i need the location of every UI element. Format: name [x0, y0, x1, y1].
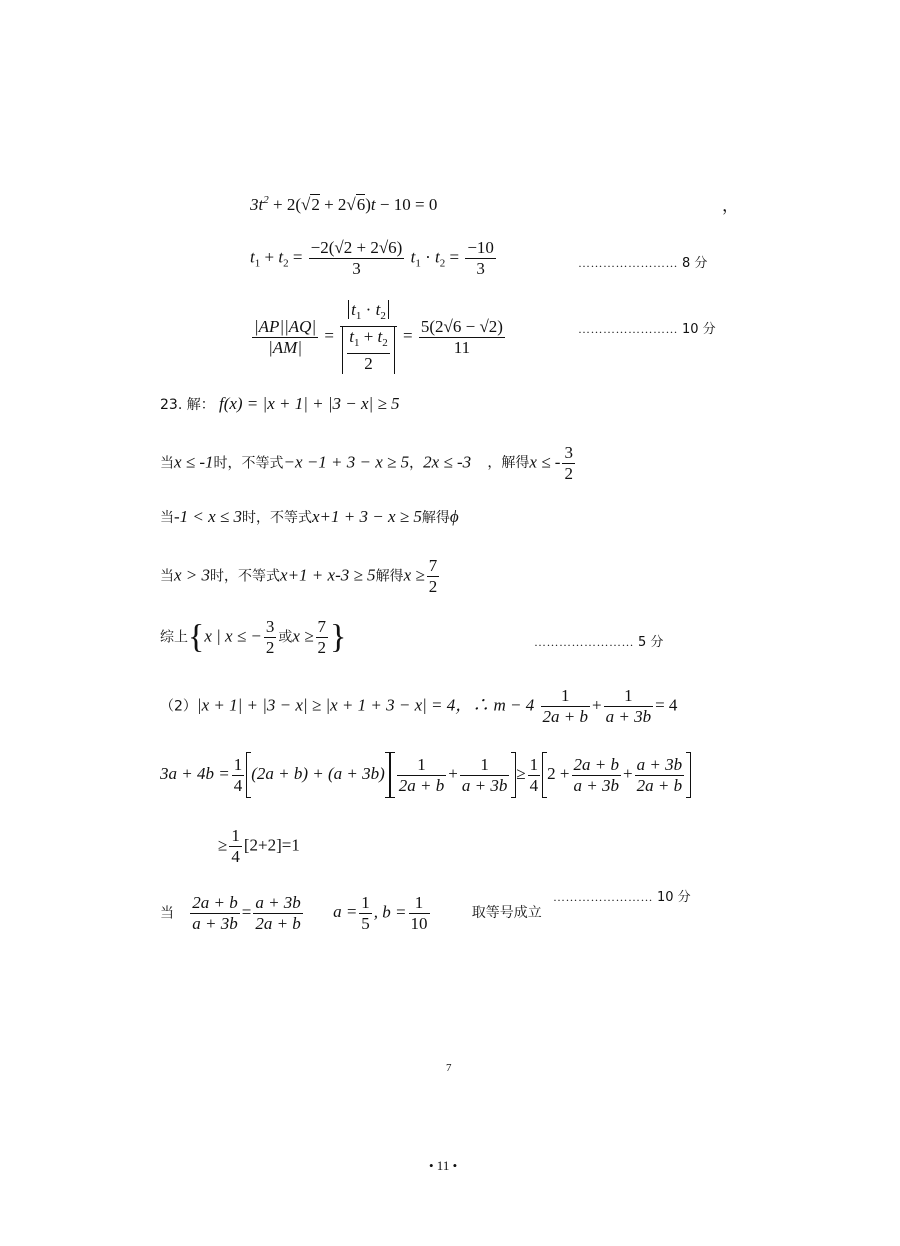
solution-denominator: 2 [428, 577, 438, 596]
ratio-2-denominator: 2a + b [636, 775, 683, 795]
score-dots: …………………… [534, 635, 634, 649]
summary-line: 综上{x | x ≤ − $\frac{3}{2}$ 或x ≥ $\frac{7}{2}$ } [160, 617, 347, 657]
ratio-2-numerator: a + 3b [636, 754, 683, 774]
case-2 [160, 507, 459, 528]
line-comma: ， [722, 196, 739, 215]
a-denominator: 5 [361, 914, 370, 933]
solution-text: 解得 [421, 510, 450, 526]
ratio-1-denominator: a + 3b [573, 775, 619, 795]
b-numerator: 1 [409, 893, 430, 914]
equals: = [241, 902, 252, 922]
function-definition: f(x) = |x + 1| + |3 − x| ≥ 5 [218, 394, 400, 413]
ratio-equation: $\frac{|AP||AQ|}{|AM|}$ = $\frac{t_1 \cdot t_2}{\frac{t_1 + t_2}{2}}$ = $\frac{5(2√6 - √2)}{11}$ [254, 300, 503, 373]
case-word: 当 [160, 455, 174, 472]
a-equals: a = [333, 902, 358, 922]
equality-holds-text: 取等号成立 [471, 905, 542, 922]
score-row-8 [578, 252, 707, 272]
set-builder-part: x | x ≤ − [204, 626, 262, 646]
therefore-clause: ，∴ m − 4 [455, 695, 535, 715]
ratio-rhs-numerator: 5(2√6 − √2) [420, 316, 503, 336]
case-inequality: x+1 + x-3 ≥ 5 [280, 565, 376, 585]
solution-lhs: x ≤ - [529, 452, 561, 472]
score-label: 10 分 [657, 890, 691, 905]
solution-text: ，解得 [487, 455, 530, 472]
score-row-10a [578, 318, 716, 338]
equation-quadratic-t: $3t^2 + 2(√2 + 2√6)t - 10 = 0$ [250, 194, 438, 214]
ratio-1-numerator: 2a + b [573, 754, 619, 774]
sum-denominator: 3 [352, 259, 361, 278]
quarter-2-numerator: 1 [529, 754, 539, 774]
solution-denominator: 2 [564, 464, 573, 483]
group-fraction-2-numerator: 1 [460, 755, 509, 776]
group-fraction-1-denominator: 2a + b [398, 775, 445, 795]
cond-fraction-1-numerator: 2a + b [192, 893, 238, 912]
greater-equal: ≥ [218, 835, 228, 855]
group-fraction-2-denominator: a + 3b [461, 775, 508, 795]
question-23-header [160, 394, 400, 415]
lower-bound-line: ≥ $\frac{1}{4}$ [2+2]=1 [218, 826, 300, 866]
product-denominator: 3 [476, 259, 485, 278]
score-dots: …………………… [578, 322, 678, 336]
ratio-lhs-numerator: |AP||AQ| [254, 316, 317, 336]
score-label: 10 分 [682, 322, 716, 337]
case-3 [160, 556, 441, 597]
set-numerator-2: 7 [317, 617, 327, 636]
set-denominator-1: 2 [265, 638, 275, 657]
or-word: 或 [278, 629, 293, 646]
when-word: 当 [160, 905, 174, 922]
ratio-rhs-denominator: 11 [453, 337, 471, 357]
fraction-1-numerator: 1 [541, 686, 590, 707]
case-condition: x ≤ -1 [174, 452, 214, 472]
set-numerator-1: 3 [265, 617, 275, 636]
quarter-2-denominator: 4 [529, 775, 539, 795]
case-word: 当 [160, 568, 174, 585]
expression-lhs: 3a + 4b = [160, 763, 230, 783]
triangle-inequality: |x + 1| + |3 − x| ≥ |x + 1 + 3 − x| = 4 [196, 695, 456, 715]
bracket-sum: 2+2 [249, 835, 277, 855]
quarter-denominator: 4 [233, 775, 243, 795]
solution-numerator: 3 [564, 443, 573, 462]
case-inequality: x+1 + 3 − x ≥ 5 [312, 507, 422, 526]
fraction-1-denominator: 2a + b [542, 707, 589, 726]
fraction-2-numerator: 1 [604, 686, 653, 707]
b-equals: , b = [373, 902, 407, 922]
case-condition: -1 < x ≤ 3 [174, 507, 243, 526]
case-simplified: 2x ≤ -3 [423, 452, 472, 472]
quarter-numerator: 1 [233, 754, 243, 774]
two-plus: 2 + [547, 763, 570, 783]
greater-equal: ≥ [516, 763, 526, 783]
score-label: 8 分 [682, 256, 708, 271]
cond-fraction-2-numerator: a + 3b [255, 893, 301, 912]
b-denominator: 10 [410, 914, 428, 933]
solution-lhs: x ≥ [403, 565, 425, 585]
separator: ， [409, 455, 424, 472]
case-text: 时，不等式 [210, 568, 281, 585]
part-label: （2） [160, 698, 197, 715]
product-numerator: −10 [467, 238, 494, 257]
solution-numerator: 7 [428, 556, 438, 575]
ratio-lhs-denominator: |AM| [268, 337, 303, 357]
footer-page-number: • 11 • [429, 1158, 458, 1173]
quarter-denominator: 4 [231, 847, 240, 866]
case-text: 时，不等式 [242, 510, 313, 526]
empty-set-symbol: ϕ [449, 507, 459, 526]
score-dots: …………………… [578, 256, 678, 270]
case-1 [160, 443, 577, 484]
quarter-numerator: 1 [231, 826, 240, 845]
part-2-line: （2）|x + 1| + |3 − x| ≥ |x + 1 + 3 − x| = 4，∴ m − 4 $\frac{1}{2a + b}$ + $\frac{1}{a + 3b}$ = 4 [160, 686, 678, 726]
cond-fraction-2-denominator: 2a + b [255, 914, 301, 933]
vieta-relations: $t_1 + t_2$ = $\frac{-2(√2 + 2√6)}{3}$ $t_1 \cdot t_2$ = $\frac{-10}{3}$ [250, 238, 494, 278]
case-text: 时，不等式 [213, 455, 284, 472]
equals-four: = 4 [655, 695, 678, 715]
score-row-5 [534, 631, 663, 651]
sum-numerator: −2(√2 + 2√6) [310, 238, 403, 257]
case-word: 当 [160, 510, 174, 526]
cond-fraction-1-denominator: a + 3b [192, 914, 238, 933]
group-fraction-1-numerator: 1 [397, 755, 446, 776]
question-number: 23. 解： [160, 397, 215, 413]
fraction-2-denominator: a + 3b [605, 707, 652, 726]
cauchy-line: 3a + 4b = $\frac{1}{4}$ (2a + b) + (a + 3b) $\frac{1}{2a + b}$ + $\frac{1}{a + 3b}$ ≥ $\frac{1}{4}$ 2 + $\frac{2a + b}{a + 3b}$ + $\frac{a + 3b}{2a + b}$ [160, 752, 691, 798]
summary-word: 综上 [160, 629, 188, 646]
a-numerator: 1 [361, 893, 370, 912]
score-row-10b [553, 886, 691, 906]
score-label: 5 分 [638, 635, 664, 650]
sum-of-terms: (2a + b) + (a + 3b) [251, 763, 385, 783]
case-inequality: −x −1 + 3 − x ≥ 5 [283, 452, 410, 472]
inner-page-number: 7 [446, 1062, 452, 1074]
solution-text: 解得 [375, 568, 404, 585]
equality-condition-line [160, 893, 542, 934]
set-denominator-2: 2 [317, 638, 327, 657]
set-builder-part-2: x ≥ [292, 626, 314, 646]
score-dots: …………………… [553, 890, 653, 904]
case-condition: x > 3 [174, 565, 211, 585]
equals-one: =1 [281, 835, 300, 855]
